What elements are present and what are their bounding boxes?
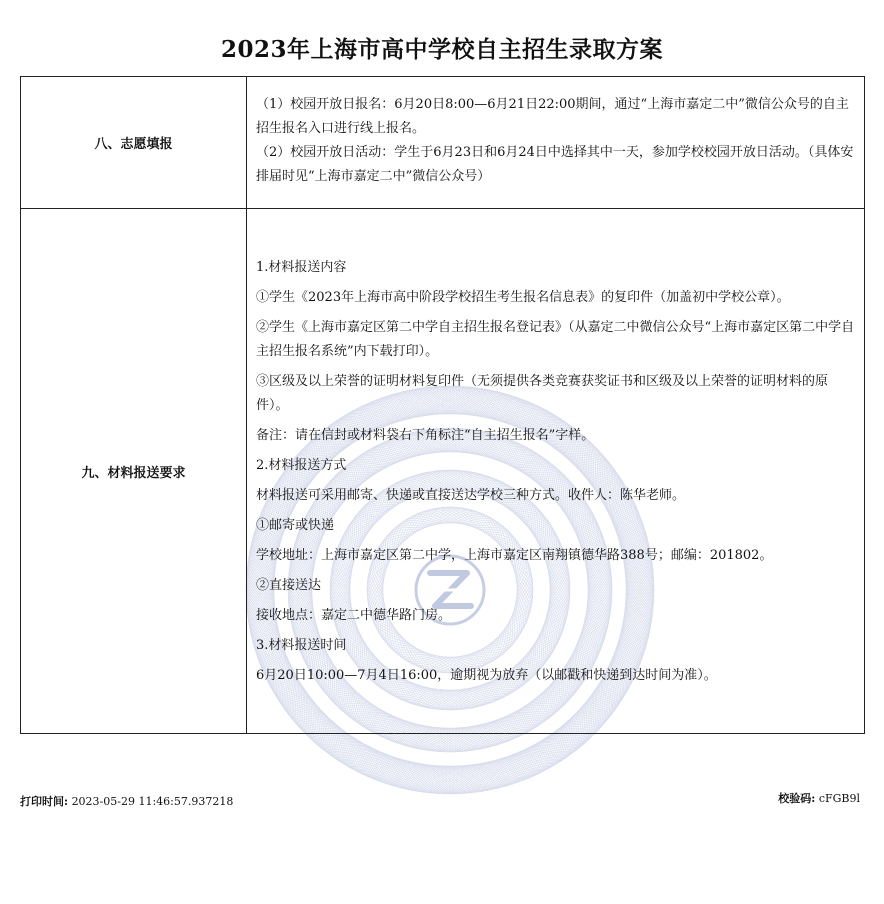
paragraph: （2）校园开放日活动：学生于6月23日和6月24日中选择其中一天，参加学校校园开放日活动。（具体安排届时见“上海市嘉定二中”微信公众号） <box>256 144 854 184</box>
paragraph: 备注：请在信封或材料袋右下角标注“自主招生报名”字样。 <box>256 428 595 443</box>
document-title: 2023年上海市高中学校自主招生录取方案 <box>220 36 663 63</box>
paragraph: 材料报送可采用邮寄、快递或直接送达学校三种方式。收件人：陈华老师。 <box>256 488 686 503</box>
paragraph: ②直接送达 <box>256 578 322 593</box>
verify-value: cFGB9l <box>818 792 860 805</box>
section-content <box>247 209 865 734</box>
paragraph: 学校地址：上海市嘉定区第二中学，上海市嘉定区南翔镇德华路388号；邮编：201802。 <box>256 548 773 563</box>
table-row <box>21 77 865 209</box>
paragraph: 1.材料报送内容 <box>256 260 347 275</box>
paragraph: ②学生《上海市嘉定区第二中学自主招生报名登记表》（从嘉定二中微信公众号“上海市嘉定区第二中学自主招生报名系统”内下载打印）。 <box>256 320 855 359</box>
paragraph: 2.材料报送方式 <box>256 458 347 473</box>
paragraph: ①邮寄或快递 <box>256 518 335 533</box>
paragraph: 6月20日10:00—7月4日16:00，逾期视为放弃（以邮戳和快递到达时间为准）。 <box>256 668 717 683</box>
paragraph: 3.材料报送时间 <box>256 638 347 653</box>
paragraph: ③区级及以上荣誉的证明材料复印件（无须提供各类竞赛获奖证书和区级及以上荣誉的证明材料的原件）。 <box>256 374 829 413</box>
paragraph: ①学生《2023年上海市高中阶段学校招生考生报名信息表》的复印件（加盖初中学校公章）。 <box>256 290 790 305</box>
table-row <box>21 209 865 734</box>
paragraph: 接收地点：嘉定二中德华路门房。 <box>256 608 452 623</box>
print-time-label: 打印时间: <box>20 795 69 808</box>
section-label: 九、材料报送要求 <box>21 209 247 734</box>
print-time <box>20 793 233 809</box>
print-time-value: 2023-05-29 11:46:57.937218 <box>71 795 234 808</box>
verification-code <box>778 790 860 806</box>
admission-plan-table <box>20 76 865 734</box>
paragraph: （1）校园开放日报名：6月20日8:00—6月21日22:00期间，通过“上海市嘉定二中”微信公众号的自主招生报名入口进行线上报名。 <box>256 96 849 136</box>
verify-label: 校验码: <box>778 792 816 805</box>
section-content <box>247 77 865 209</box>
section-label: 八、志愿填报 <box>21 77 247 209</box>
